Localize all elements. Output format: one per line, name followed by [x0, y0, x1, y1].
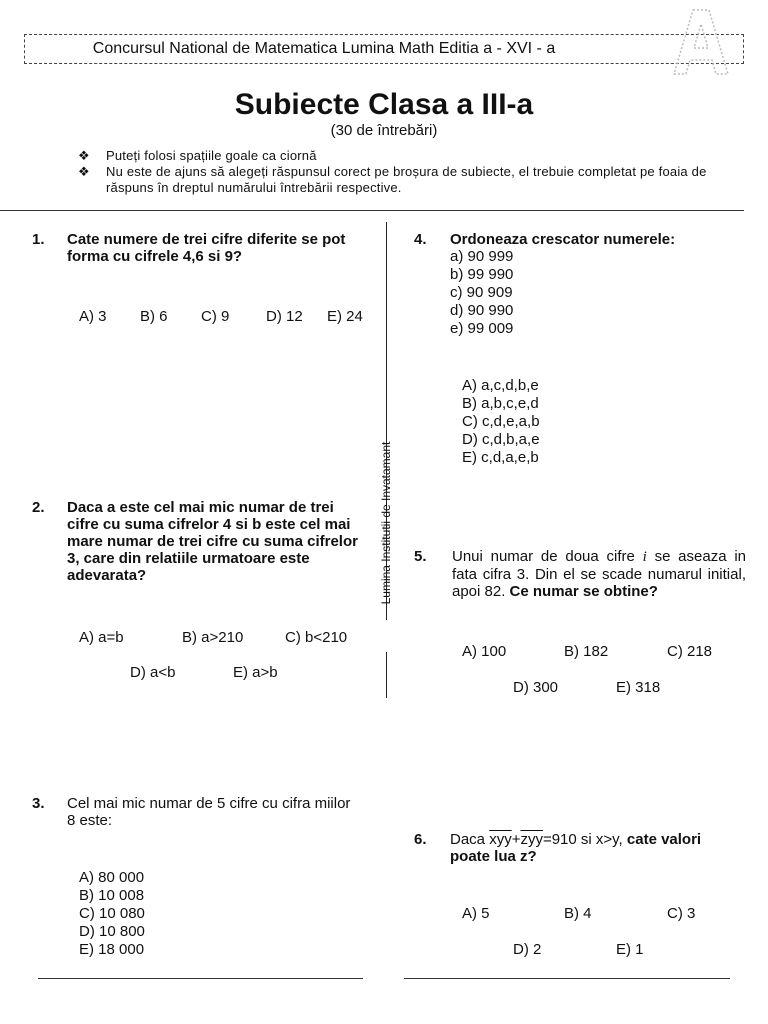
q3-option-b[interactable]: B) 10 008 [79, 887, 145, 904]
note-item [78, 148, 738, 164]
q6-option-c[interactable]: C) 3 [667, 905, 696, 922]
q1-option-b[interactable]: B) 6 [140, 308, 168, 325]
footer-rule-right [404, 978, 730, 979]
note-item [78, 164, 738, 196]
page-title: Subiecte Clasa a III-a [234, 88, 534, 121]
letter-a-logo [672, 6, 730, 78]
q5-option-a[interactable]: A) 100 [462, 643, 507, 660]
q4-text: Ordoneaza crescator numerele: [450, 231, 676, 248]
q3-option-d[interactable]: D) 10 800 [79, 923, 145, 940]
q4-options [462, 377, 540, 467]
q4-option-d[interactable]: D) c,d,b,a,e [462, 431, 540, 448]
bullet-icon: ❖ [78, 148, 90, 163]
q2-option-a[interactable]: A) a=b [79, 629, 124, 646]
q5-variable: i [642, 549, 647, 565]
q3-option-a[interactable]: A) 80 000 [79, 869, 145, 886]
q2-number: 2. [32, 499, 45, 516]
q4-items [450, 248, 513, 338]
page-subtitle: (30 de întrebări) [330, 122, 438, 139]
q1-option-e[interactable]: E) 24 [327, 308, 363, 325]
q1-option-d[interactable]: D) 12 [266, 308, 303, 325]
q3-option-e[interactable]: E) 18 000 [79, 941, 145, 958]
q6-number-zyy: $\overline{zyy}$ [520, 831, 543, 848]
q6-question: cate valori poate lua z? [450, 831, 702, 865]
q1-option-c[interactable]: C) 9 [201, 308, 230, 325]
q6-text: Daca $\overline{xyy}+\overline{zyy}=910$ si x>y, cate valori poate lua z? [450, 831, 702, 865]
contest-header: Concursul National de Matematica Lumina Math Editia a - XVI - a [92, 40, 556, 57]
q6-number-xyy: $\overline{xyy}$ [489, 831, 512, 848]
bullet-icon: ❖ [78, 164, 90, 179]
q6-option-a[interactable]: A) 5 [462, 905, 490, 922]
q1-text: Cate numere de trei cifre diferite se pot forma cu cifrele 4,6 si 9? [67, 231, 346, 265]
q5-option-b[interactable]: B) 182 [564, 643, 609, 660]
q1-option-a[interactable]: A) 3 [79, 308, 107, 325]
q5-option-c[interactable]: C) 218 [667, 643, 713, 660]
q4-item: c) 90 909 [450, 284, 513, 301]
q3-text: Cel mai mic numar de 5 cifre cu cifra miilor 8 este: [67, 795, 351, 829]
q6-option-e[interactable]: E) 1 [616, 941, 644, 958]
q4-option-c[interactable]: C) c,d,e,a,b [462, 413, 540, 430]
note-text: Nu este de ajuns să alegeți răspunsul corect pe broșura de subiecte, el trebuie completat pe foaia de răspuns în dreptul numărului întrebării respective. [106, 164, 707, 195]
q6-number: 6. [414, 831, 427, 848]
footer-rule-left [38, 978, 363, 979]
q4-item: e) 99 009 [450, 320, 514, 337]
q4-number: 4. [414, 231, 427, 248]
q4-item: b) 99 990 [450, 266, 514, 283]
q2-option-b[interactable]: B) a>210 [182, 629, 244, 646]
q4-item: a) 90 999 [450, 248, 514, 265]
note-text: Puteți folosi spațiile goale ca ciornă [106, 148, 317, 163]
q3-option-c[interactable]: C) 10 080 [79, 905, 145, 922]
q4-option-e[interactable]: E) c,d,a,e,b [462, 449, 539, 466]
q1-number: 1. [32, 231, 45, 248]
q5-option-d[interactable]: D) 300 [513, 679, 559, 696]
q3-number: 3. [32, 795, 45, 812]
instructions [78, 148, 738, 196]
q6-option-d[interactable]: D) 2 [513, 941, 542, 958]
q2-option-c[interactable]: C) b<210 [285, 629, 348, 646]
q4-item: d) 90 990 [450, 302, 514, 319]
q5-option-e[interactable]: E) 318 [616, 679, 661, 696]
q3-options [79, 869, 145, 959]
q5-number: 5. [414, 548, 427, 565]
q6-option-b[interactable]: B) 4 [564, 905, 592, 922]
q5-question: Ce numar se obtine? [509, 583, 658, 600]
q4-option-b[interactable]: B) a,b,c,e,d [462, 395, 539, 412]
q4-option-a[interactable]: A) a,c,d,b,e [462, 377, 539, 394]
q5-text: Unui numar de doua cifre i se aseaza in fata cifra 3. Din el se scade numarul initial, apoi 82. Ce numar se obtine? [452, 548, 746, 600]
q2-option-d[interactable]: D) a<b [130, 664, 176, 681]
sidebar-label: Lumina Institutii de Invatamant [379, 441, 393, 605]
top-divider [0, 210, 744, 211]
q2-text: Daca a este cel mai mic numar de trei cifre cu suma cifrelor 4 si b este cel mai mare numar de trei cifre cu suma cifrelor 3, care din relatiile urmatoare este adevarata? [67, 499, 358, 584]
q2-option-e[interactable]: E) a>b [233, 664, 278, 681]
column-divider-bottom [386, 652, 387, 698]
